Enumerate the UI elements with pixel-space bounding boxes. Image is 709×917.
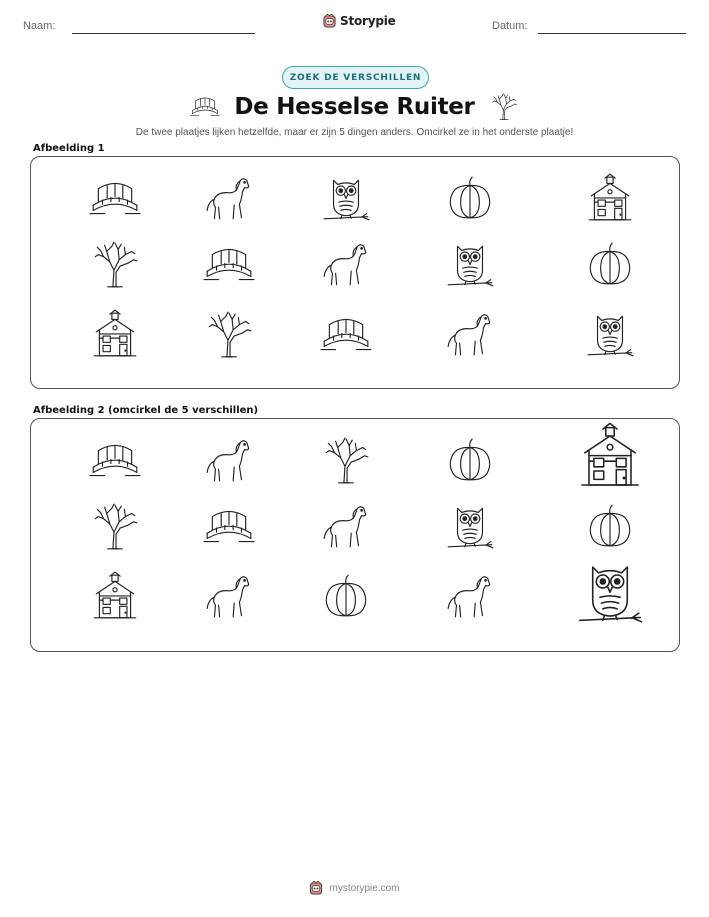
pumpkin-icon[interactable] (584, 501, 636, 553)
school-icon (584, 173, 636, 225)
horse-icon[interactable] (203, 435, 255, 487)
brand-logo (323, 14, 396, 28)
name-line[interactable] (72, 33, 255, 34)
tree-icon[interactable] (89, 501, 141, 553)
pumpkin-icon (444, 173, 496, 225)
horse-icon (444, 309, 496, 361)
bridge-icon (203, 239, 255, 291)
page-title: De Hesselse Ruiter (234, 94, 475, 120)
owl-icon (320, 173, 372, 225)
picture-1-panel (30, 156, 680, 389)
bridge-icon[interactable] (203, 501, 255, 553)
name-label: Naam: (23, 20, 56, 32)
picture-1-label: Afbeelding 1 (33, 143, 105, 154)
activity-badge: ZOEK DE VERSCHILLEN (282, 66, 429, 89)
picture-2-label: Afbeelding 2 (omcirkel de 5 verschillen) (33, 405, 259, 416)
tree-icon (489, 92, 519, 122)
horse-icon[interactable] (203, 571, 255, 623)
owl-icon (584, 309, 636, 361)
tree-icon (89, 239, 141, 291)
footer-link[interactable]: mystorypie.com (329, 882, 400, 894)
school-icon (89, 309, 141, 361)
horse-icon (320, 239, 372, 291)
owl-icon[interactable] (574, 557, 646, 629)
pumpkin-icon[interactable] (444, 435, 496, 487)
picture-2-panel[interactable] (30, 418, 680, 652)
date-line[interactable] (538, 33, 686, 34)
bridge-icon (320, 309, 372, 361)
horse-icon[interactable] (444, 571, 496, 623)
owl-icon[interactable] (444, 501, 496, 553)
horse-icon (203, 173, 255, 225)
pumpkin-icon (584, 239, 636, 291)
bridge-icon (89, 173, 141, 225)
pumpkin-icon[interactable] (320, 571, 372, 623)
footer (0, 881, 709, 895)
owl-icon (444, 239, 496, 291)
horse-icon[interactable] (320, 501, 372, 553)
title-row (0, 92, 709, 122)
tree-icon[interactable] (320, 435, 372, 487)
instructions: De twee plaatjes lijken hetzelfde, maar er zijn 5 dingen anders. Omcirkel ze in het onderste plaatje! (135, 127, 574, 138)
storypie-mascot-icon (323, 14, 336, 28)
bridge-icon[interactable] (89, 435, 141, 487)
date-label: Datum: (492, 20, 528, 32)
bridge-icon (190, 92, 220, 122)
school-icon[interactable] (89, 571, 141, 623)
brand-name: Storypie (340, 14, 396, 28)
tree-icon (203, 309, 255, 361)
school-icon[interactable] (575, 422, 645, 492)
storypie-mascot-icon (309, 881, 323, 895)
